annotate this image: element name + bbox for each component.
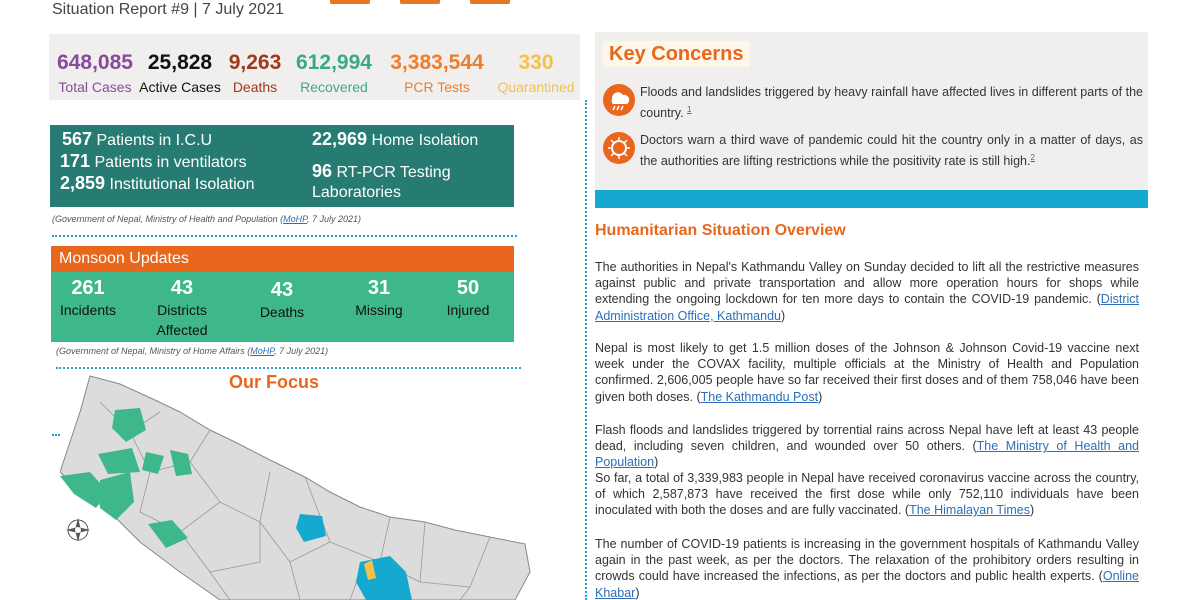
source-text: (Government of Nepal, Ministry of Health and Population ( <box>52 214 284 224</box>
stat-label: Deaths <box>232 79 278 95</box>
stat-value: 612,994 <box>296 51 372 74</box>
source-link[interactable]: The Kathmandu Post <box>700 389 819 404</box>
paragraph-text: The authorities in Nepal's Kathmandu Valley on Sunday decided to lift all the restrictive measures against public and private transportation and allow more operation hours for shops while extending the ongoing lockdown for ten more days to contain the COVID-19 pandemic. ( <box>595 260 1139 307</box>
labs-label-2: Laboratories <box>312 184 401 201</box>
institutional-line <box>60 173 254 195</box>
dotted-divider <box>52 434 60 436</box>
dotted-divider <box>56 367 521 369</box>
section-divider-bar <box>595 190 1148 208</box>
stat-active-cases <box>138 50 222 96</box>
overview-paragraph <box>595 470 1139 519</box>
key-concern-text <box>640 84 1143 122</box>
title-fragment <box>330 0 630 4</box>
stat-quarantined <box>495 50 577 96</box>
stat-recovered <box>289 50 379 96</box>
stat-total-cases <box>53 50 137 96</box>
paragraph-text: Flash floods and landslides triggered by torrential rains across Nepal have left at least 43 people dead, including seven children, and wounded over 50 others. ( <box>595 423 1139 454</box>
monsoon-label: Missing <box>355 302 403 318</box>
monsoon-value: 43 <box>170 277 194 299</box>
stat-pcr-tests <box>384 50 490 96</box>
stat-deaths <box>223 50 287 96</box>
home-isolation-label: Home Isolation <box>371 132 479 149</box>
monsoon-value: 31 <box>367 277 391 299</box>
stat-label: Active Cases <box>139 79 221 95</box>
overview-paragraph <box>595 340 1139 405</box>
source-link[interactable]: District Administration Office, Kathmandu <box>595 292 1139 323</box>
labs-line <box>312 161 451 183</box>
paragraph-end: ) <box>1029 503 1035 518</box>
stat-value: 25,828 <box>147 51 213 74</box>
dotted-divider <box>52 235 517 237</box>
stat-label: Total Cases <box>58 79 132 95</box>
monsoon-injured <box>435 276 501 320</box>
stat-value: 3,383,544 <box>390 51 484 74</box>
paragraph-end: ) <box>818 389 823 404</box>
covid-stats-strip <box>49 34 580 100</box>
overview-title: Humanitarian Situation Overview <box>595 222 846 239</box>
stat-value: 648,085 <box>57 51 133 74</box>
labs-label-1: RT-PCR Testing <box>336 164 451 181</box>
compass-rose-icon <box>66 518 90 542</box>
monsoon-value: 50 <box>456 277 480 299</box>
monsoon-incidents <box>53 276 123 320</box>
stat-value: 330 <box>518 51 554 74</box>
source-text: , 7 July 2021) <box>306 214 362 224</box>
key-concerns-panel <box>595 32 1148 190</box>
monsoon-deaths <box>249 278 315 322</box>
source-link[interactable]: Online Khabar <box>595 569 1139 600</box>
overview-paragraph <box>595 422 1139 471</box>
nepal-focus-map <box>60 372 535 600</box>
stat-label: Quarantined <box>497 79 575 95</box>
paragraph-text: The number of COVID-19 patients is increasing in the government hospitals of Kathmandu Valley again in the past week, as per the doctors. The relaxation of the prohibitory orders resulting in crowds could have increased the infections, as per the doctors and public health experts. ( <box>595 537 1139 584</box>
monsoon-value: 43 <box>270 279 294 301</box>
overview-paragraph <box>595 536 1139 600</box>
footnote-link[interactable]: 1 <box>687 105 692 114</box>
source-link[interactable]: The Ministry of Health and Population <box>595 439 1139 470</box>
ventilator-number: 171 <box>60 151 91 171</box>
home-isolation-number: 22,969 <box>312 129 368 149</box>
stat-label: PCR Tests <box>404 79 470 95</box>
health-source <box>52 214 361 224</box>
health-capacity-box <box>50 125 514 207</box>
institutional-label: Institutional Isolation <box>109 176 255 193</box>
paragraph-text: Nepal is most likely to get 1.5 million doses of the Johnson & Johnson Covid-19 vaccine next week under the COVAX facility, multiple officials at the Ministry of Health and Population confirmed. 2,606,005 people have so far received their first doses and of them 758,046 have been given both doses. ( <box>595 341 1139 404</box>
mohp-link[interactable]: MoHP <box>283 214 307 224</box>
ventilator-label: Patients in ventilators <box>94 154 247 171</box>
monsoon-districts <box>143 276 221 340</box>
source-link[interactable]: The Himalayan Times <box>909 503 1030 518</box>
report-subtitle: Situation Report #9 | 7 July 2021 <box>52 1 284 18</box>
stat-value: 9,263 <box>228 51 282 74</box>
labs-number: 96 <box>312 161 333 181</box>
source-text: , 7 July 2021) <box>274 346 329 356</box>
stat-label: Recovered <box>300 79 368 95</box>
monsoon-label: Deaths <box>259 304 305 320</box>
source-text: (Government of Nepal, Ministry of Home Affairs ( <box>56 346 251 356</box>
mohp-link[interactable]: MoHP <box>250 346 275 356</box>
rain-icon <box>603 84 635 116</box>
icu-label: Patients in I.C.U <box>96 132 213 149</box>
key-concern-text <box>640 132 1143 170</box>
monsoon-updates-header: Monsoon Updates <box>51 246 514 272</box>
overview-paragraph <box>595 259 1139 324</box>
footnote-link[interactable]: 2 <box>1030 153 1035 162</box>
column-divider <box>585 100 587 600</box>
monsoon-value: 261 <box>71 277 105 299</box>
ventilator-line <box>60 151 247 173</box>
virus-icon <box>603 132 635 164</box>
concern-text: Floods and landslides triggered by heavy rainfall have affected lives in different parts of the country. <box>640 85 1143 121</box>
paragraph-text: So far, a total of 3,339,983 people in Nepal have received coronavirus vaccine across the country, of which 2,587,873 have received the first dose while only 752,110 individuals have been inoculated with both the doses and are fully vaccinated. ( <box>595 471 1139 518</box>
institutional-number: 2,859 <box>60 173 106 193</box>
home-isolation-line <box>312 129 478 151</box>
key-concerns-title: Key Concerns <box>603 41 750 67</box>
monsoon-source <box>56 346 328 356</box>
icu-line <box>62 129 212 151</box>
monsoon-missing <box>345 276 413 320</box>
paragraph-end: ) <box>635 585 640 600</box>
monsoon-label: Incidents <box>59 302 117 318</box>
concern-text: Doctors warn a third wave of pandemic could hit the country only in a matter of days, as the authorities are lifting restrictions while the positivity rate is still high. <box>640 133 1143 169</box>
our-focus-title: Our Focus <box>229 372 320 392</box>
paragraph-end: ) <box>780 308 786 323</box>
icu-number: 567 <box>62 129 93 149</box>
monsoon-updates-body <box>51 272 514 342</box>
monsoon-label: Districts Affected <box>156 302 208 338</box>
monsoon-label: Injured <box>446 302 490 318</box>
paragraph-end: ) <box>654 455 659 470</box>
